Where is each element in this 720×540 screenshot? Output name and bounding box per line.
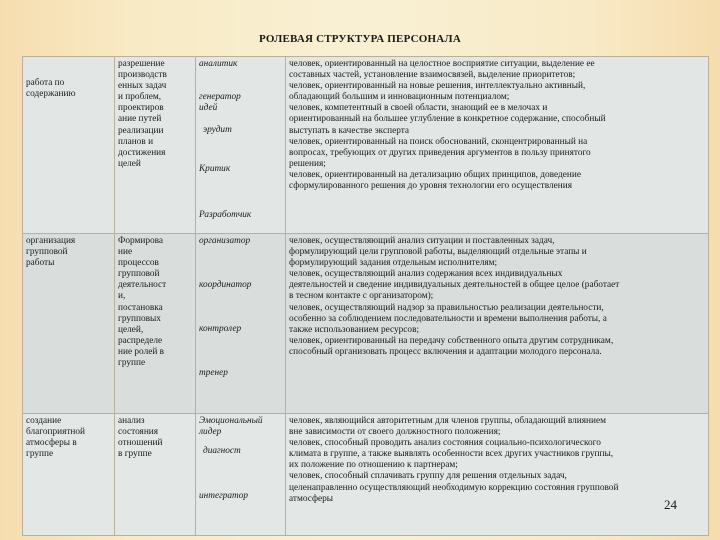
description-line: способный организовать процесс включения и адаптации молодого персонала. — [289, 346, 602, 357]
description-line: человек, ориентированный на передачу собственного опыта другим сотрудникам, — [289, 335, 614, 346]
description-cell — [286, 234, 709, 414]
description-line: климата в группе, а также выявлять особенности всех других участников группы, — [289, 449, 614, 460]
description-line: их положение по отношению к партнерам; — [289, 460, 458, 471]
function-text: групповой — [26, 247, 68, 258]
description-line: человек, ориентированный на поиск обоснований, сконцентрированный на — [289, 136, 588, 147]
process-text: реализации — [118, 125, 164, 136]
process-text: и, — [118, 291, 126, 302]
function-cell — [23, 57, 115, 234]
process-text: проектиров — [118, 103, 164, 114]
role-name: контролер — [199, 324, 242, 334]
description-line: ориентированный на большее углубление в конкретное содержание, способный — [289, 114, 606, 125]
process-text: состояния — [118, 427, 159, 438]
description-line: человек, осуществляющий анализ содержания всех индивидуальных — [289, 269, 563, 280]
role-name: тренер — [199, 368, 228, 378]
description-line: особенно за соблюдением последовательности и времени выполнения работы, а — [289, 313, 607, 324]
role-name: Критик — [199, 164, 231, 174]
description-line: в тесном контакте с организатором); — [289, 291, 434, 302]
description-line: атмосферы — [289, 493, 333, 504]
process-text: в группе — [118, 449, 152, 460]
roles-cell — [196, 414, 286, 536]
role-name: аналитик — [199, 59, 238, 69]
function-text: создание — [26, 416, 62, 426]
description-line: человек, осуществляющий анализ ситуации и поставленных задач, — [289, 236, 555, 246]
role-name: организатор — [199, 236, 251, 246]
process-text: группе — [118, 358, 146, 369]
description-line: формулирующий цели групповой работы, выделяющий отдельные этапы и — [289, 247, 587, 258]
function-text: работы — [26, 258, 55, 269]
description-line: сформулированного решения до уровня технологии его осуществления — [289, 181, 572, 192]
process-text: целей — [118, 158, 141, 169]
process-text: деятельност — [118, 280, 167, 291]
process-text: и проблем, — [118, 92, 162, 103]
description-line: также использованием ресурсов; — [289, 324, 420, 335]
process-text: ание путей — [118, 114, 162, 125]
process-text: планов и — [118, 136, 154, 147]
page-number: 24 — [664, 497, 677, 512]
process-text: анализ — [118, 416, 145, 426]
description-line: решения; — [289, 158, 326, 169]
role-name: диагност — [203, 446, 241, 456]
description-line: человек, ориентированный на детализацию общих принципов, доведение — [289, 169, 581, 180]
description-cell — [286, 57, 709, 234]
process-text: ние ролей в — [118, 346, 165, 357]
process-text: групповых — [118, 313, 161, 324]
process-text: Формирова — [118, 236, 164, 246]
description-line: человек, являющийся авторитетным для членов группы, обладающий влиянием — [289, 416, 606, 426]
process-text: ние — [118, 247, 133, 258]
role-name: генератор идей — [199, 92, 241, 114]
role-name: Эмоциональный лидер — [199, 416, 263, 438]
process-text: целей, — [118, 324, 144, 335]
process-text: процессов — [118, 258, 159, 269]
description-line: человек, ориентированный на новые решения, интеллектуально активный, — [289, 81, 586, 92]
description-line: человек, ориентированный на целостное восприятие ситуации, выделение ее — [289, 59, 595, 69]
function-cell — [23, 414, 115, 536]
role-name: эрудит — [203, 125, 232, 135]
description-line: обладающий большим и инновационным потенциалом; — [289, 92, 510, 103]
description-line: человек, компетентный в своей области, знающий ее в мелочах и — [289, 103, 548, 114]
description-line: формулирующий задания отдельным исполнителям; — [289, 258, 498, 269]
process-cell — [115, 414, 196, 536]
description-line: вопросах, требующих от других приведения аргументов в пользу принятого — [289, 147, 591, 158]
process-text: достижения — [118, 147, 166, 158]
function-cell — [23, 234, 115, 414]
process-text: постановка — [118, 302, 163, 313]
role-structure-table — [22, 56, 709, 536]
process-text: групповой — [118, 269, 160, 280]
function-text: содержанию — [26, 89, 76, 100]
function-text: работа по — [26, 78, 65, 88]
process-text: разрешение — [118, 59, 165, 69]
table-row — [23, 414, 709, 536]
process-text: производств — [118, 70, 167, 81]
function-text: организация — [26, 236, 76, 246]
process-text: отношений — [118, 438, 163, 449]
function-text: группе — [26, 449, 54, 460]
description-line: человек, способный сплачивать группу для решения отдельных задач, — [289, 471, 567, 482]
description-line: человек, осуществляющий надзор за правильностью реализации деятельности, — [289, 302, 604, 313]
roles-cell — [196, 234, 286, 414]
description-line: деятельностей и сведение индивидуальных деятельностей в общее целое (работает — [289, 280, 620, 291]
description-line: выступать в качестве эксперта — [289, 125, 410, 136]
function-text: благоприятной — [26, 427, 86, 438]
description-cell — [286, 414, 709, 536]
role-name: координатор — [199, 280, 252, 290]
roles-cell — [196, 57, 286, 234]
description-line: целенаправленно осуществляющий необходимую коррекцию состояния групповой — [289, 482, 619, 493]
process-text: распределе — [118, 335, 163, 346]
table-row — [23, 57, 709, 234]
description-line: человек, способный проводить анализ состояния социально-психологического — [289, 438, 601, 449]
role-name: интегратор — [199, 491, 249, 501]
process-cell — [115, 234, 196, 414]
page-title: РОЛЕВАЯ СТРУКТУРА ПЕРСОНАЛА — [259, 33, 461, 45]
table-row — [23, 234, 709, 414]
description-line: составных частей, установление взаимосвязей, выделение приоритетов; — [289, 70, 576, 81]
role-name: Разработчик — [199, 210, 252, 220]
function-text: атмосферы в — [26, 438, 77, 449]
process-cell — [115, 57, 196, 234]
description-line: вне зависимости от своего должностного положения; — [289, 427, 501, 438]
process-text: енных задач — [118, 81, 167, 92]
